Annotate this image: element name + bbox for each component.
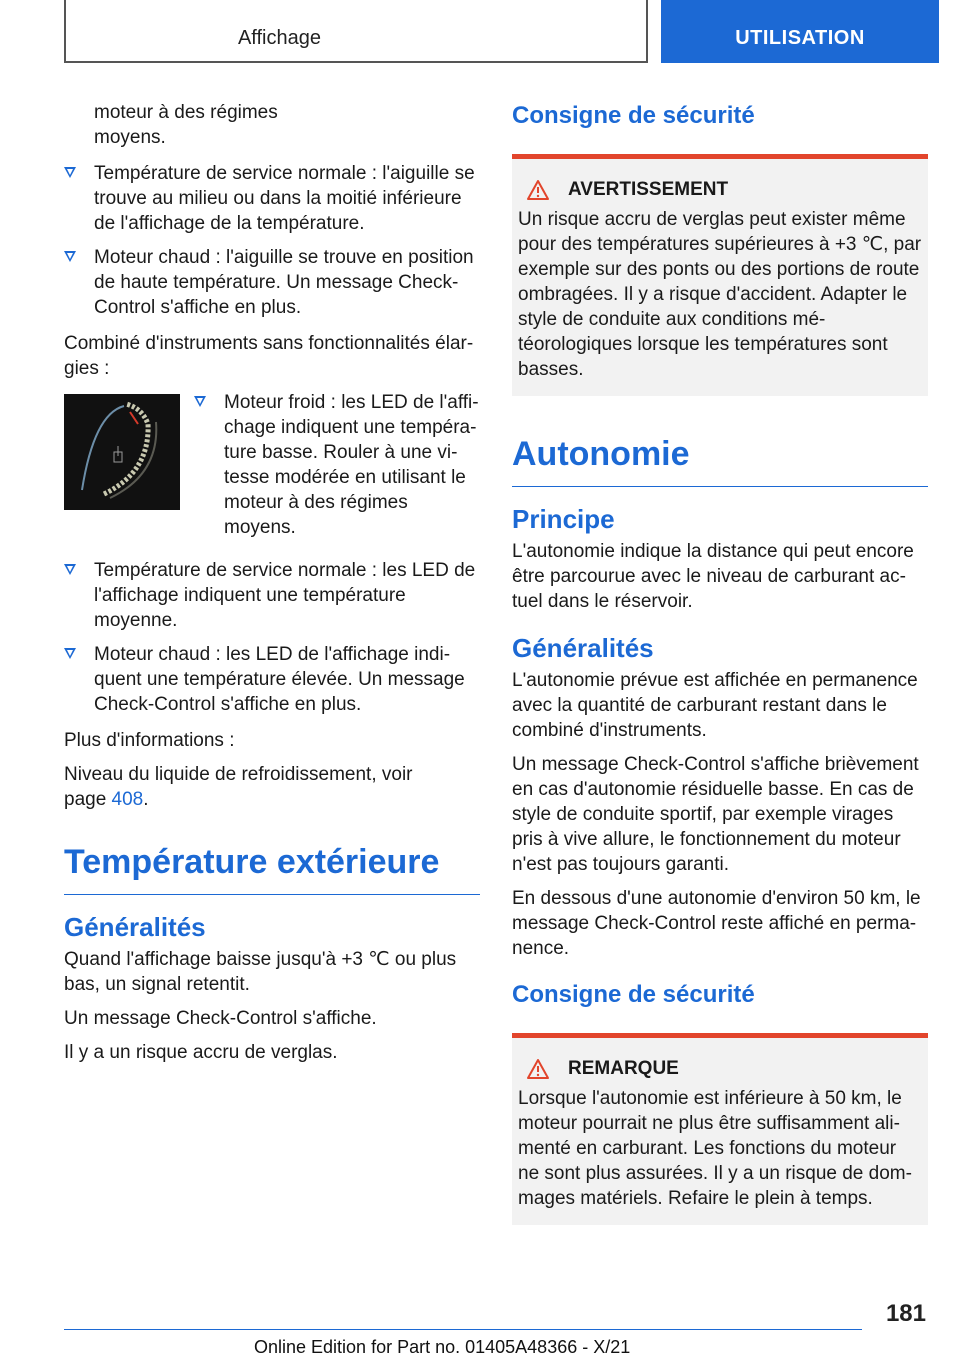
- page-number: 181: [885, 1300, 926, 1327]
- paragraph: L'autonomie indique la distance qui peut encore être parcourue avec le niveau de carburant actuel dans le réservoir.: [512, 541, 914, 612]
- list-item: Moteur froid : les LED de l'affichage indiquent une température basse. Rouler à une vitesse modérée en utilisant le moteur à des régimes moyens.: [194, 390, 480, 540]
- triangle-bullet-icon: [194, 396, 206, 407]
- warning-triangle-icon: [526, 179, 550, 201]
- notice-title: REMARQUE: [526, 1058, 922, 1080]
- list-item: Température de service normale : l'aiguille se trouve au milieu ou dans la moitié inférieure de l'affichage de la température.: [64, 161, 480, 236]
- triangle-bullet-icon: [64, 648, 76, 659]
- warning-title: AVERTISSEMENT: [526, 179, 922, 201]
- warning-text: Un risque accru de verglas peut exister même pour des températures supérieures à +3 ℃, par exemple sur des ponts ou des portions de route ombragées. Il y a risque d'accident. Adapter le style de conduite aux conditions météorologiques lorsque les températures sont basses.: [518, 209, 922, 380]
- paragraph: Quand l'affichage baisse jusqu'à +3 ℃ ou plus bas, un signal retentit.: [64, 949, 457, 995]
- list-item: Température de service normale : les LED de l'affichage indiquent une température moyenne.: [64, 558, 480, 633]
- triangle-bullet-icon: [64, 564, 76, 575]
- page-link[interactable]: 408: [111, 789, 144, 810]
- right-column: [512, 100, 928, 1251]
- section-heading: Autonomie: [512, 434, 928, 487]
- coolant-gauge-image: [64, 394, 180, 510]
- section-heading: Température extérieure: [64, 842, 480, 895]
- safety-heading: Consigne de sécurité: [512, 102, 755, 129]
- subsection-heading: Généralités: [512, 633, 654, 663]
- paragraph: Un message Check-Control s'affiche.: [64, 1008, 377, 1029]
- left-column: [64, 100, 480, 1074]
- list-item: Moteur chaud : les LED de l'affichage indiquent une température élevée. Un message Check-Control s'affiche en plus.: [64, 642, 480, 717]
- list-item: Moteur chaud : l'aiguille se trouve en position de haute température. Un message Check-Control s'affiche en plus.: [64, 245, 480, 320]
- warning-triangle-icon: [526, 1058, 550, 1080]
- warning-box: [512, 154, 928, 396]
- triangle-bullet-icon: [64, 167, 76, 178]
- paragraph: Un message Check-Control s'affiche brièvement en cas d'autonomie résiduelle basse. En cas de style de conduite sportif, par exemple virages pris à vive allure, le fonctionnement du moteur n'est pas toujours garanti.: [512, 754, 919, 875]
- continued-text: moteur à des régimes moyens.: [94, 102, 278, 148]
- footer-divider: [64, 1329, 862, 1330]
- triangle-bullet-icon: [64, 251, 76, 262]
- paragraph: Il y a un risque accru de verglas.: [64, 1042, 338, 1063]
- paragraph: Combiné d'instruments sans fonctionnalités élargies :: [64, 333, 474, 379]
- subsection-heading: Généralités: [64, 912, 206, 942]
- subsection-heading: Principe: [512, 504, 615, 534]
- bullet-list: [64, 558, 480, 717]
- bullet-list: [194, 390, 480, 549]
- bullet-list: [64, 161, 480, 320]
- header-frame: [64, 0, 648, 63]
- safety-heading: Consigne de sécurité: [512, 981, 755, 1008]
- header-chapter-tab[interactable]: UTILISATION: [661, 0, 939, 63]
- cross-reference: Niveau du liquide de refroidissement, voir page 408.: [64, 764, 413, 810]
- paragraph: En dessous d'une autonomie d'environ 50 km, le message Check-Control reste affiché en permanence.: [512, 888, 921, 959]
- notice-text: Lorsque l'autonomie est inférieure à 50 km, le moteur pourrait ne plus être suffisamment alimenté en carburant. Les fonctions du moteur ne sont plus assurées. Il y a un risque de dommages matériels. Refaire le plein à temps.: [518, 1088, 912, 1209]
- header-section-title: Affichage: [237, 27, 321, 49]
- footer-edition: Online Edition for Part no. 01405A48366 - X/21: [254, 1337, 631, 1357]
- image-with-bullet: [64, 390, 480, 549]
- notice-box: [512, 1033, 928, 1225]
- paragraph: L'autonomie prévue est affichée en permanence avec la quantité de carburant restant dans le combiné d'instruments.: [512, 670, 918, 741]
- more-info-label: Plus d'informations :: [64, 730, 235, 751]
